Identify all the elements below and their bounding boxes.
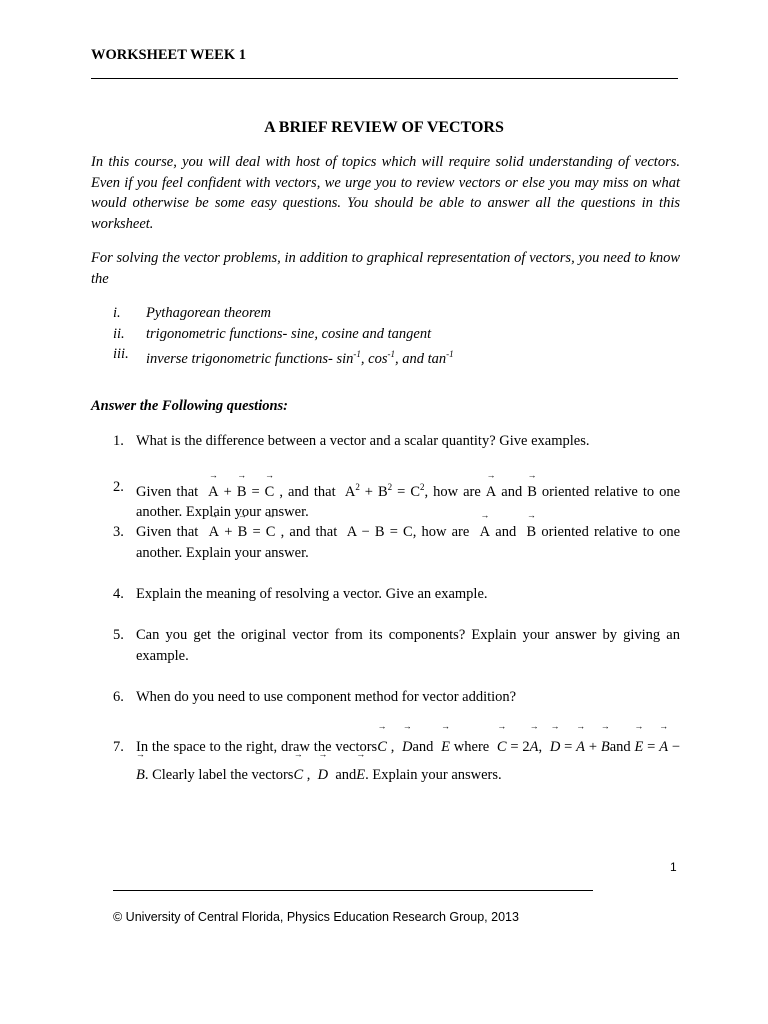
question-text: Can you get the original vector from its components? Explain your answer by giving an example. <box>136 627 680 664</box>
list-item-number: iii. <box>113 346 129 362</box>
question-5 <box>113 625 680 666</box>
intro-paragraph: In this course, you will deal with host of topics which will require solid understanding of vectors. Even if you feel confident with vectors, we urge you to review vectors or else you may miss on what would otherwise be some easy questions. You should be able to answer all the questions in this worksheet. <box>91 154 680 232</box>
question-text: Given that → A + → B = → C , and that A − B = C, how are → A and → B oriented relative to one another. Explain your answer. <box>136 522 680 563</box>
page-title: A BRIEF REVIEW OF VECTORS <box>264 119 504 136</box>
worksheet-header: WORKSHEET WEEK 1 <box>91 47 246 63</box>
question-text: When do you need to use component method for vector addition? <box>136 689 517 705</box>
question-number: 1. <box>113 433 124 449</box>
question-6 <box>113 687 680 708</box>
question-7 <box>113 733 680 789</box>
question-2 <box>113 477 680 523</box>
question-number: 5. <box>113 627 124 643</box>
footer-rule <box>113 890 593 891</box>
list-item-text: trigonometric functions- sine, cosine and tangent <box>146 325 432 342</box>
question-number: 4. <box>113 586 124 602</box>
question-number: 7. <box>113 739 124 755</box>
question-text: Explain the meaning of resolving a vector. Give an example. <box>136 586 488 602</box>
header-rule <box>91 78 678 79</box>
list-item-number: ii. <box>113 325 125 342</box>
intro-paragraph-2: For solving the vector problems, in addition to graphical representation of vectors, you need to know the <box>91 250 680 287</box>
question-3 <box>113 522 680 563</box>
list-item-text: inverse trigonometric functions- $\sin^{-1}$, $\cos^{-1}$, and $\tan^{-1}$ <box>146 349 454 367</box>
footer-copyright: © University of Central Florida, Physics Education Research Group, 2013 <box>113 910 519 924</box>
question-1 <box>113 431 680 452</box>
question-text: In the space to the right, draw the vectors→ C , → Dand → E where → C = 2→ A, → D = → A + → Band → E = → A − → B. Clearly label the vectors→ C , → D and→ E. Explain your answers. <box>136 733 680 789</box>
list-item-number: i. <box>113 305 121 321</box>
question-text: Given that → A + → B = → C , and that $A^2 + B^2 = C^2$, how are → A and → B oriented relative to one another. Explain your answer. <box>136 477 680 523</box>
question-number: 6. <box>113 689 124 705</box>
page-number: 1 <box>670 860 677 874</box>
question-number: 2. <box>113 479 124 495</box>
question-number: 3. <box>113 524 124 540</box>
questions-heading: Answer the Following questions: <box>91 398 289 414</box>
question-text: What is the difference between a vector and a scalar quantity? Give examples. <box>136 433 590 449</box>
list-item-text: Pythagorean theorem <box>146 305 271 321</box>
question-4 <box>113 584 680 605</box>
